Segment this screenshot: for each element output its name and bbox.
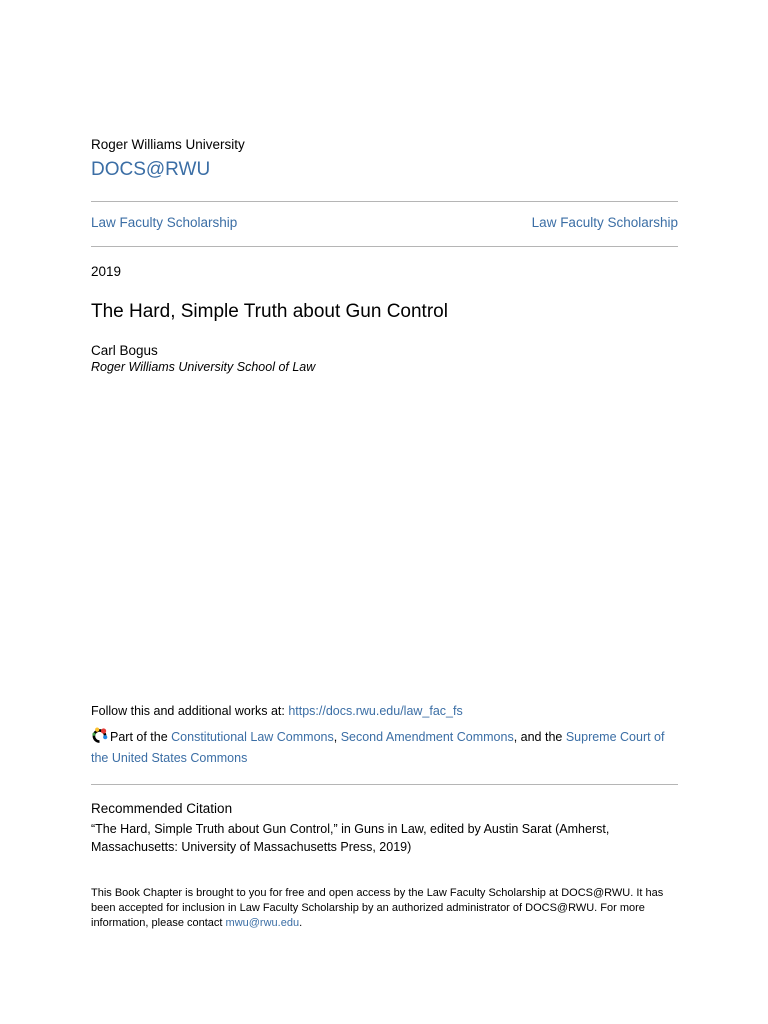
- collection-link-left[interactable]: Law Faculty Scholarship: [91, 215, 238, 230]
- repository-link[interactable]: DOCS@RWU: [91, 159, 211, 180]
- divider-bottom: [91, 784, 678, 785]
- author-affiliation: Roger Williams University School of Law: [91, 360, 316, 374]
- follow-label: Follow this and additional works at:: [91, 704, 289, 718]
- network-icon: [91, 727, 108, 744]
- access-notice-end: .: [299, 917, 303, 929]
- part-of-separator-2: , and the: [513, 730, 566, 744]
- publication-year: 2019: [91, 264, 122, 279]
- divider-top: [91, 201, 678, 202]
- constitutional-law-commons-link[interactable]: Constitutional Law Commons: [171, 730, 334, 744]
- author-name: Carl Bogus: [91, 343, 158, 358]
- institution-name: Roger Williams University: [91, 137, 245, 152]
- follow-url-link[interactable]: https://docs.rwu.edu/law_fac_fs: [288, 704, 463, 718]
- cover-page: [91, 0, 678, 1024]
- part-of-prefix: Part of the: [110, 730, 172, 744]
- collection-links: [91, 214, 678, 231]
- contact-email-link[interactable]: mwu@rwu.edu: [225, 917, 300, 929]
- citation-text: “The Hard, Simple Truth about Gun Control,” in Guns in Law, edited by Austin Sarat (Amherst, Massachusetts: University of Massachusetts Press, 2019): [91, 822, 610, 854]
- part-of-separator-1: ,: [333, 730, 341, 744]
- supreme-court-commons-link[interactable]: Supreme Court of the United States Commons: [91, 730, 665, 765]
- second-amendment-commons-link[interactable]: Second Amendment Commons: [340, 730, 514, 744]
- divider-middle: [91, 246, 678, 247]
- access-notice: [91, 886, 678, 931]
- collection-link-right[interactable]: Law Faculty Scholarship: [531, 215, 678, 230]
- part-of-line: [91, 727, 678, 769]
- access-notice-text: This Book Chapter is brought to you for free and open access by the Law Faculty Scholarship at DOCS@RWU. It has been accepted for inclusion in Law Faculty Scholarship by an authorized administrator of DOCS@RWU. For more information, please contact: [91, 887, 664, 929]
- citation-heading: Recommended Citation: [91, 801, 233, 816]
- article-title: The Hard, Simple Truth about Gun Control: [91, 301, 448, 322]
- follow-line: [91, 703, 463, 719]
